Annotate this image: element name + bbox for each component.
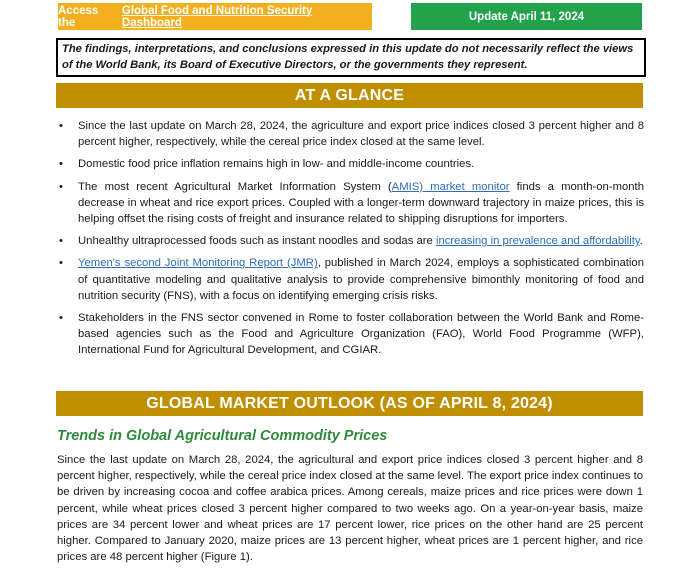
bullet-text: . bbox=[639, 235, 643, 248]
bullet-icon: • bbox=[59, 158, 63, 171]
outlook-paragraph: Since the last update on March 28, 2024, the agricultural and export price indices closed 3 percent higher and 8 percent higher, respectively, while the cereal price index closed at the same level. The export price index continues to be driven by increasing cocoa and coffee arabica prices. Among cereals, maize prices and rice prices were down 1 percent, while wheat prices closed 3 percent higher compared to two weeks ago. On a year-on-year basis, maize prices are 34 percent lower and wheat prices are 17 percent lower, rice prices on the other hand are 25 percent higher. Compared to January 2020, maize prices are 13 percent higher, wheat prices are 1 percent higher, and rice prices are 48 percent higher (Figure 1). bbox=[57, 454, 643, 564]
section-subtitle: Trends in Global Agricultural Commodity Prices bbox=[57, 428, 388, 444]
list-item bbox=[56, 179, 644, 228]
amis-market-monitor-link[interactable]: AMIS) market monitor bbox=[391, 180, 510, 193]
disclaimer-box: The findings, interpretations, and conclusions expressed in this update do not necessarily reflect the views of the World Bank, its Board of Executive Directors, or the governments they represent. bbox=[56, 38, 646, 77]
list-item bbox=[56, 233, 644, 249]
bullet-text: The most recent Agricultural Market Information System ( bbox=[78, 180, 392, 193]
list-item bbox=[56, 310, 644, 359]
list-item bbox=[56, 118, 644, 150]
bullet-text: Since the last update on March 28, 2024, the agriculture and export price indices closed 3 percent higher and 8 percent higher, respectively, while the cereal price index closed at the same level. bbox=[78, 120, 644, 149]
dashboard-link[interactable]: Global Food and Nutrition Security Dashboard bbox=[121, 4, 313, 29]
list-item bbox=[56, 156, 644, 172]
update-date-banner: Update April 11, 2024 bbox=[411, 3, 642, 30]
bullet-icon: • bbox=[59, 235, 63, 248]
ultraprocessed-foods-link[interactable]: increasing in prevalence and affordability bbox=[435, 235, 640, 248]
list-item bbox=[56, 255, 644, 304]
bullet-text: Domestic food price inflation remains high in low- and middle-income countries. bbox=[78, 158, 475, 171]
bullet-text: Stakeholders in the FNS sector convened in Rome to foster collaboration between the World Bank and Rome-based agencies such as the Food and Agriculture Organization (FAO), World Food Programme (WFP), International Fund for Agricultural Development, and CGIAR. bbox=[78, 312, 644, 357]
bullet-icon: • bbox=[59, 180, 63, 193]
at-a-glance-list bbox=[56, 118, 644, 365]
global-market-outlook-heading: GLOBAL MARKET OUTLOOK (AS OF APRIL 8, 2024) bbox=[56, 391, 643, 416]
dashboard-access-banner bbox=[58, 3, 372, 30]
bullet-icon: • bbox=[59, 257, 63, 270]
access-prefix: Access the bbox=[58, 4, 99, 29]
bullet-icon: • bbox=[59, 120, 63, 132]
bullet-text: Unhealthy ultraprocessed foods such as instant noodles and sodas are bbox=[78, 235, 436, 248]
bullet-text: finds a month-on-month decrease in wheat and rice export prices. Coupled with a longer-term downward trajectory in maize prices, this is helping offset the rising costs of freight and insurance related to shipping disruptions for importers. bbox=[78, 180, 644, 226]
bullet-text: , published in March 2024, employs a sophisticated combination of quantitative modeling and qualitative analysis to provide comprehensive bimonthly monitoring of food and nutrition security (FNS), with a focus on identifying emerging crisis risks. bbox=[78, 257, 644, 302]
at-a-glance-heading: AT A GLANCE bbox=[56, 83, 643, 108]
yemen-jmr-link[interactable]: Yemen's second Joint Monitoring Report (JMR) bbox=[78, 257, 318, 270]
bullet-icon: • bbox=[59, 312, 63, 325]
